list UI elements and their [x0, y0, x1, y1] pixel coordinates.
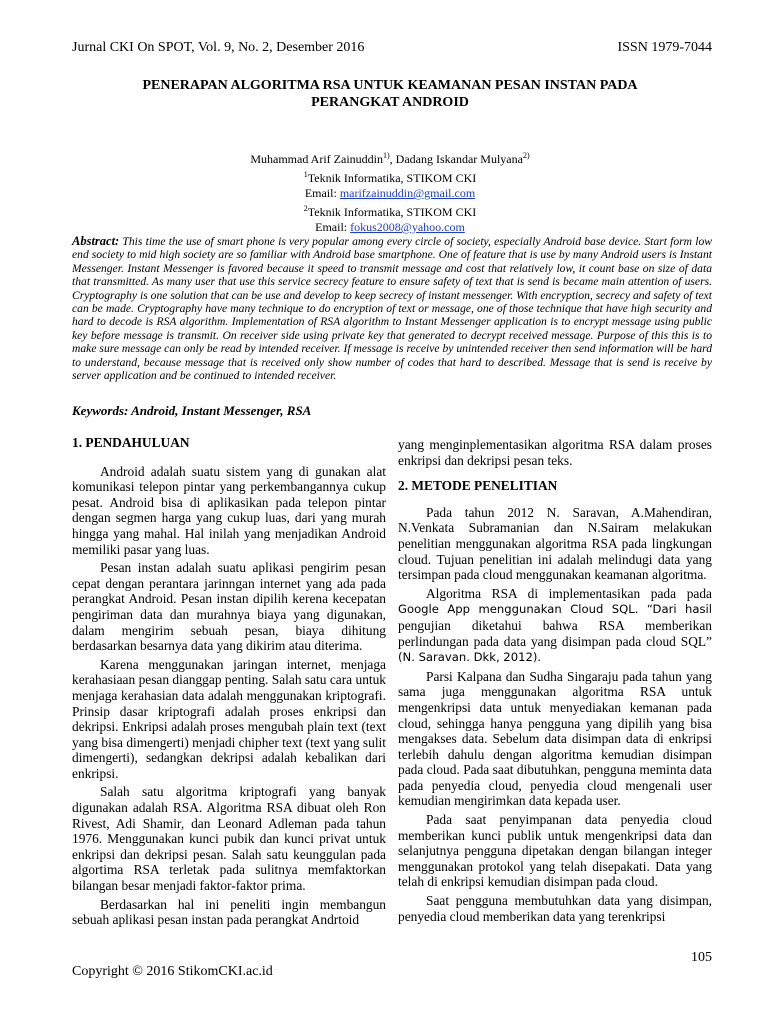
abstract: [72, 235, 712, 382]
email-label-2: Email:: [315, 220, 351, 234]
affiliation-1-mark: 1: [303, 170, 308, 179]
section-1-paragraph-4: Salah satu algoritma kriptografi yang banyak digunakan adalah RSA. Algoritma RSA dibuat oleh Ron Rivest, Adi Shamir, dan Leonard Adleman pada tahun 1976. Menggunakan kunci pubik dan kunci privat untuk enkripsi dan dekripsi pesan. Salah satu keunggulan pada algortima RSA terletak pada sulitnya memfaktorkan bilangan besar menjadi faktor-faktor prima.: [72, 784, 386, 894]
author-1: Muhammad Arif Zainuddin: [250, 152, 383, 166]
section-1-paragraph-5-continued: yang menginplementasikan algoritma RSA dalam proses enkripsi dan dekripsi pesan teks.: [398, 437, 712, 468]
section-1-paragraph-2: Pesan instan adalah suatu aplikasi pengirim pesan cepat dengan perantara jarinngan internet yang ada pada perangkat Android. Pesan instan dipilih kerena kecepatan pengiriman data dan murahnya biaya yang digunakan, dalam mengirim sebuah pesan, biaya dihitung berdasarkan besarnya data yang dikirim atau diterima.: [72, 560, 386, 654]
abstract-text: This time the use of smart phone is very popular among every circle of society, especially Android base device. Start form low end society to mid high society are so familiar with Android base smartphone. One of feature that is use by many Android users is Instant Messenger. Instant Messenger is favored because it speed to transmit message and cost that relatively low, it count base on size of data that transmitted. As many user that use this service secrecy feature to ensure safety of text that is send is became main attention of users. Cryptography is one solution that can be use and develop to keep secrecy of instant messenger. With encryption, secrecy and safety of text can be made. Cryptography have many technique to do encryption of text or message, one of those technique that have high security and hard to decode is RSA algorithm. Implementation of RSA algorithm to Instant Messenger application is to encrypt message using public key before message is transmit. On receiver side using private key that generated to decrypt received message. Purpose of this this is to make sure message can only be read by intended receiver. If message is receive by unintended receiver then send information will be hard to understand, because message that is received only show number of codes that hard to described. Message that is send is receive by server application and be continued to intended receiver.: [72, 235, 712, 383]
author-2: Dadang Iskandar Mulyana: [395, 152, 523, 166]
author-separator: ,: [389, 152, 396, 166]
title-line-1: PENERAPAN ALGORITMA RSA UNTUK KEAMANAN PESAN INSTAN PADA: [142, 78, 638, 93]
section-2-paragraph-2: [398, 586, 712, 666]
author-1-mark: 1): [383, 151, 390, 160]
author-names: [160, 148, 620, 167]
affiliation-1: [160, 167, 620, 186]
title-line-2: PERANGKAT ANDROID: [311, 95, 469, 110]
author-block: [160, 148, 620, 235]
author-2-mark: 2): [522, 151, 530, 160]
abstract-label: Abstract:: [72, 234, 120, 248]
section-2-heading: 2. METODE PENELITIAN: [398, 478, 558, 494]
section-2-paragraph-5: Saat pengguna membutuhkan data yang disimpan, penyedia cloud memberikan data yang terenkripsi: [398, 893, 712, 924]
section-2-paragraph-2-quote: Google App menggunakan Cloud SQL. “Dari hasil: [398, 602, 712, 617]
email-link-1[interactable]: marifzainuddin@gmail.com: [339, 186, 476, 200]
section-2-paragraph-3: Parsi Kalpana dan Sudha Singaraju pada tahun yang sama juga menggunakan algoritma RSA untuk mengenkripsi data untuk menyediakan kemanan pada cloud, sehingga hanya pengguna yang dipilih yang bisa mengakses data. Sebelum data disimpan data di enkripsi terlebih dahulu dengan algoritma kemudian disimpan pada cloud. Pada saat dibutuhkan, pengguna meminta data pada penyedia cloud, penyedia cloud mengenali user kemudian mengirimkan data kepada user.: [398, 668, 712, 809]
email-line-1: [160, 186, 620, 201]
copyright: Copyright © 2016 StikomCKI.ac.id: [72, 964, 273, 979]
paper-title: [90, 77, 690, 111]
section-2-paragraph-2-start: Algoritma RSA di implementasikan pada pada: [426, 585, 712, 601]
affiliation-1-text: Teknik Informatika, STIKOM CKI: [307, 171, 477, 185]
journal-header: Jurnal CKI On SPOT, Vol. 9, No. 2, Desember 2016: [72, 40, 365, 55]
issn-label: ISSN 1979-7044: [617, 40, 712, 55]
keywords: Keywords: Android, Instant Messenger, RSA: [72, 403, 312, 418]
left-column: [72, 435, 386, 931]
citation: (N. Saravan. Dkk, 2012).: [398, 650, 542, 665]
affiliation-2-text: Teknik Informatika, STIKOM CKI: [307, 205, 477, 219]
section-2-paragraph-4: Pada saat penyimpanan data penyedia cloud memberikan kunci publik untuk mengenkripsi data dan selanjutnya pengguna dipetakan dengan bilangan integer menggunakan protokol yang telah disepakati. Data yang telah di enkripsi kemudian disimpan pada cloud.: [398, 812, 712, 890]
section-1-paragraph-3: Karena menggunakan jaringan internet, menjaga kerahasiaan pesan dianggap penting. Salah satu cara untuk menjaga kerahasian data adalah menggunakan kriptografi. Prinsip dasar kriptografi adalah proses enkripsi dan dekripsi. Enkripsi adalah proses mengubah plain text (text yang bisa dimengerti) menjadi chipher text (text yang sulit dimengerti), sedangkan dekripsi adalah kebalikan dari enkripsi.: [72, 656, 386, 781]
section-2-paragraph-1: Pada tahun 2012 N. Saravan, A.Mahendiran, N.Venkata Subramanian dan N.Sairam melakukan penelitian menggunakan algoritma RSA pada lingkungan cloud. Tujuan penelitian ini adalah melindugi data yang tersimpan pada cloud menggunakan keamanan algoritma.: [398, 504, 712, 583]
section-2-paragraph-2-mid: pengujian diketahui bahwa RSA memberikan perlindungan pada data yang disimpan pada cloud SQL”: [398, 617, 712, 649]
email-line-2: [160, 220, 620, 235]
right-column: [398, 437, 712, 927]
email-label-1: Email:: [304, 186, 340, 200]
section-1-heading: 1. PENDAHULUAN: [72, 435, 190, 450]
affiliation-2-mark: 2: [303, 204, 308, 213]
affiliation-2: [160, 201, 620, 220]
section-1-paragraph-5: Berdasarkan hal ini peneliti ingin membangun sebuah aplikasi pesan instan pada perangkat Andrtoid: [72, 896, 386, 928]
section-1-paragraph-1: Android adalah suatu sistem yang di gunakan alat komunikasi telepon pintar yang perkembangannya cukup pesat. Android bisa di aplikasikan pada telepon pintar dengan segmen harga yang cukup luas, dari yang murah hingga yang mahal. Hal inilah yang menjadikan Android memiliki pasar yang luas.: [72, 463, 386, 557]
page-number: 105: [691, 950, 712, 965]
email-link-2[interactable]: fokus2008@yahoo.com: [350, 220, 465, 234]
